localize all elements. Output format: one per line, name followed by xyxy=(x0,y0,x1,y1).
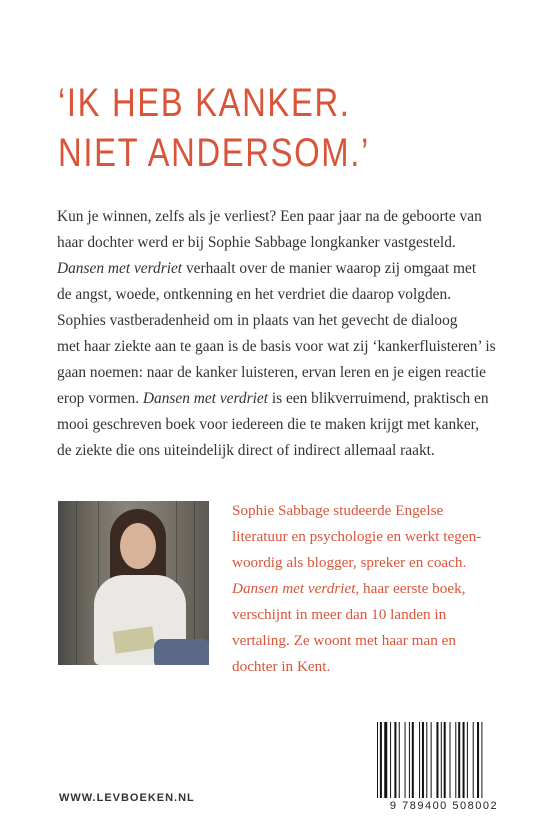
summary-line: Kun je winnen, zelfs als je verliest? Een paar jaar na de geboorte van xyxy=(57,208,482,225)
isbn-number: 9 789400 508002 xyxy=(389,800,499,812)
summary-line xyxy=(57,256,495,282)
quote-line-1: ‘IK HEB KANKER. xyxy=(58,81,351,125)
summary-line: mooi geschreven boek voor iedereen die te maken krijgt met kanker, xyxy=(57,416,480,433)
author-bio xyxy=(232,498,522,680)
summary-line: de ziekte die ons uiteindelijk direct of indirect allemaal raakt. xyxy=(57,442,435,459)
bio-line: vertaling. Ze woont met haar man en xyxy=(232,632,456,649)
summary-text: erop vormen. xyxy=(57,390,143,407)
summary-line: de angst, woede, ontkenning en het verdriet die daarop volgden. xyxy=(57,286,452,303)
bio-text: , haar eerste boek, xyxy=(355,580,466,597)
book-title-italic: Dansen met verdriet xyxy=(142,390,268,407)
summary-text: verhaalt over de manier waarop zij omgaat met xyxy=(182,260,477,277)
summary-line xyxy=(57,386,495,412)
summary-line: Sophies vastberadenheid om in plaats van het gevecht de dialoog xyxy=(57,312,458,329)
bio-line xyxy=(232,576,522,602)
bio-line: literatuur en psychologie en werkt tegen- xyxy=(232,528,482,545)
summary-line: gaan noemen: naar de kanker luisteren, ervan leren en je eigen reactie xyxy=(57,364,486,381)
bio-line: dochter in Kent. xyxy=(232,658,331,675)
isbn-barcode xyxy=(371,722,517,818)
book-summary xyxy=(57,204,495,464)
bio-line: verschijnt in meer dan 10 landen in xyxy=(232,606,447,623)
summary-line: met haar ziekte aan te gaan is de basis voor wat zij ‘kankerfluisteren’ is xyxy=(57,338,496,355)
summary-line: haar dochter werd er bij Sophie Sabbage longkanker vastgesteld. xyxy=(57,234,456,251)
book-title-italic: Dansen met verdriet xyxy=(57,260,183,277)
bio-line: woordig als blogger, spreker en coach. xyxy=(232,554,467,571)
bio-line: Sophie Sabbage studeerde Engelse xyxy=(232,502,444,519)
barcode-bars xyxy=(377,722,511,798)
book-title-italic: Dansen met verdriet xyxy=(232,580,356,597)
author-photo xyxy=(58,501,209,665)
summary-text: is een blikverruimend, praktisch en xyxy=(268,390,489,407)
publisher-website: WWW.LEVBOEKEN.NL xyxy=(59,792,195,804)
quote-line-2: NIET ANDERSOM.’ xyxy=(58,131,370,175)
back-cover-quote xyxy=(58,78,419,178)
